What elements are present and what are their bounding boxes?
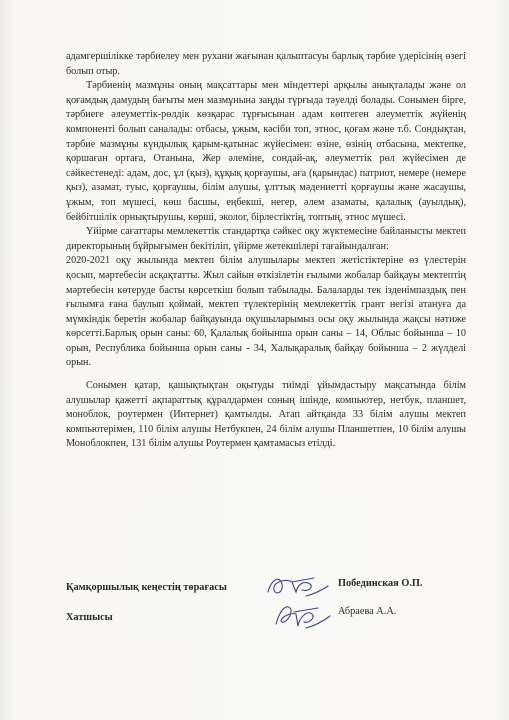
chair-title: Қамқоршылық кеңестің төрағасы bbox=[66, 582, 227, 593]
secretary-title: Хатшысы bbox=[66, 612, 113, 623]
document-body bbox=[66, 50, 466, 452]
paragraph-1: адамгершілікке тәрбиелеу мен рухани жағынан қалыптасуы барлық тәрбие үдерісінің өзегі болып отыр. bbox=[66, 51, 466, 77]
secretary-signature bbox=[268, 598, 334, 634]
paragraph-2: Тәрбиенің мазмұны оның мақсаттары мен міндеттері арқылы анықталады және ол қоғамдық дамудың бағыты мен мазмұнына заңды түрғыда тәуелді болады. Сонымен бірге, тәрбиеге әлеуметтік-рөлдік көзқарас тұрғысынан адам көптеген әлеуметтік жүйенің компоненті болып саналады: отбасы, ұжым, кәсіби топ, этнос, қоғам және т.б. Сондықтан, тәрбие мазмұны күндылық қарым-қатынас жүйесімен: өзіне, өзінің отбасына, мектепке, қоршаған ортаға, Отанына, Жер әлеміне, сондай-ақ, әлеуметтік рөл жүйесімен де сәйкестенеді: адам, дос, ұл (қыз), құқық қорғаушы, аға (қарындас) патриот, немере (немере қыз), азамат, туыс, қорғаушы, білім алушы, ұлттық мәдениетті қорғаушы және жасаушы, ұжым, топ мүшесі, көш басшы, еңбекші, негер, әлем азаматы, қалалық (ауылдық), бейбітшілік орнықтырушы, көрші, эколог, бірлестіктің, топтың, этнос мүшесі. bbox=[66, 80, 466, 223]
chair-name: Побединская О.П. bbox=[338, 578, 423, 589]
secretary-name: Абраева А.А. bbox=[338, 606, 397, 617]
paragraph-5: Сонымен қатар, қашықтықтан оқытуды тиімді ұйымдастыру мақсатында білім алушылар қажетті ақпараттық құралдармен соның ішінде, компьютер, нетбук, планшет, моноблок, роутермен (Интернет) қамтылды. Атап айтқанда 33 білім алушы мектеп компьютерімен, 110 білім алушы Нетбукпен, 24 білім алушы Планшетпен, 10 білім алушы Моноблокпен, 131 білім алушы Роутермен қамтамасыз етілді. bbox=[66, 380, 466, 450]
paragraph-4: 2020-2021 оқу жылында мектеп білім алушылары мектеп жетістіктеріне өз үлестерін қосып, мәртебесін асқақтатты. Жыл сайын өткізілетін ғылыми жобалар байқауы мектептің мәртебесін көтеруде басты көрсеткіш болып табылады. Балаларды тек ізденімпаздық пен ғылымға ғана баулып қоймай, мектеп түлектерінің мемлекеттік грант негізі атануға да мүмкіндік беретін жобалар байқауында оқушыларымыз осы оқу жылында жақсы нәтиже көрсетті.Барлық орын саны: 60, Қалалық бойынша орын саны – 14, Облыс бойынша – 10 орын, Республика бойынша орын саны - 34, Халықаралық байқау бойынша – 2 жүлделі орын. bbox=[66, 255, 466, 369]
paragraph-3: Үйірме сағаттары мемлекеттік стандартқа сәйкес оқу жүктемесіне байланысты мектеп директорының бұйрығымен бекітіліп, үйірме жетекшілері тағайындалған: bbox=[66, 226, 466, 252]
